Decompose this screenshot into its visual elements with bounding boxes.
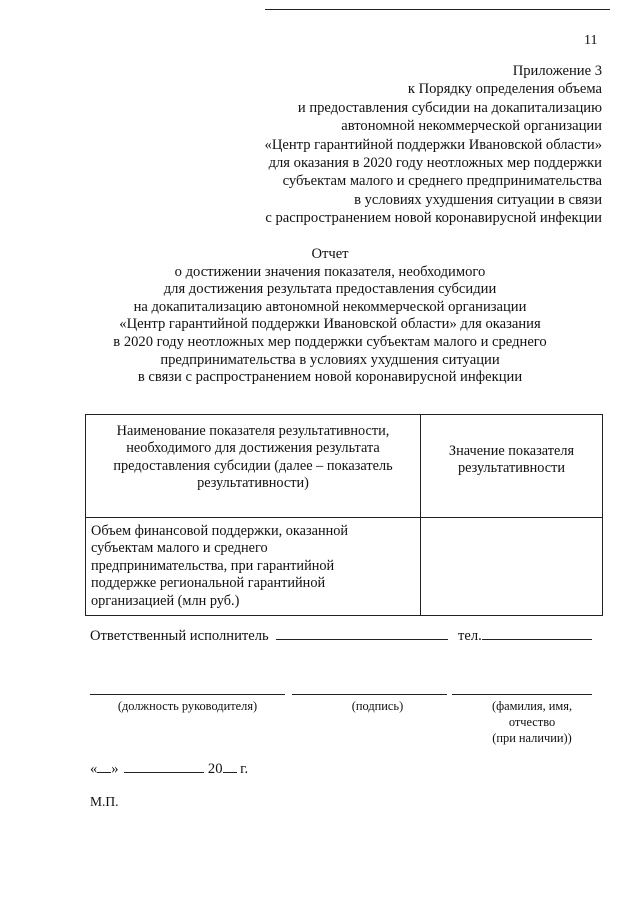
executor-label: Ответственный исполнитель — [90, 628, 269, 644]
report-line: «Центр гарантийной поддержки Ивановской области» для оказания — [119, 316, 541, 333]
report-line: предпринимательства в условиях ухудшения ситуации — [160, 351, 500, 368]
executor-name-blank — [276, 627, 448, 640]
report-line: для достижения результата предоставления субсидии — [163, 281, 497, 298]
name-caption-line: (при наличии)) — [492, 731, 572, 745]
report-line: на докапитализацию автономной некоммерческой организации — [133, 298, 527, 315]
signature-line — [292, 694, 447, 695]
appendix-line: субъектам малого и среднего предпринимательства — [282, 173, 602, 190]
name-caption — [458, 698, 606, 746]
report-heading — [60, 246, 600, 387]
appendix-line: и предоставления субсидии на докапитализацию — [297, 99, 602, 116]
appendix-line: с распространением новой коронавирусной инфекции — [265, 210, 602, 227]
name-signature-line — [452, 694, 592, 695]
header-indicator-value — [421, 415, 603, 518]
report-title: Отчет — [311, 246, 349, 262]
header-line: необходимого для достижения результата — [126, 440, 380, 457]
indicator-name-cell — [86, 518, 421, 616]
appendix-line: «Центр гарантийной поддержки Ивановской области» — [264, 136, 602, 153]
appendix-line: в условиях ухудшения ситуации в связи — [354, 191, 602, 208]
header-line: результативности — [457, 460, 566, 477]
report-line: в связи с распространением новой коронавирусной инфекции — [137, 369, 523, 386]
name-caption-line: (фамилия, имя, — [491, 699, 573, 713]
phone-blank — [482, 627, 592, 640]
appendix-line: автономной некоммерческой организации — [341, 118, 602, 135]
year-blank — [223, 760, 237, 773]
cell-line: субъектам малого и среднего — [91, 540, 268, 557]
header-line: Наименование показателя результативности, — [116, 423, 390, 439]
month-blank — [124, 760, 204, 773]
name-caption-line: отчество — [508, 715, 556, 729]
appendix-block — [182, 62, 602, 228]
report-line: о достижении значения показателя, необходимого — [174, 263, 486, 280]
cell-line: Объем финансовой поддержки, оказанной — [91, 523, 349, 539]
top-rule — [265, 9, 610, 10]
year-suffix: г. — [240, 761, 249, 777]
indicator-table — [85, 414, 603, 616]
indicator-value-cell — [421, 518, 603, 616]
header-line: результативности) — [197, 475, 309, 492]
cell-line: поддержке региональной гарантийной — [91, 575, 326, 592]
executor-row — [90, 627, 592, 645]
cell-line: предпринимательства, при гарантийной — [91, 557, 335, 574]
table-header-row — [86, 415, 603, 518]
header-line: Значение показателя — [448, 443, 575, 459]
phone-label: тел. — [458, 628, 482, 644]
position-signature-line — [90, 694, 285, 695]
table-row — [86, 518, 603, 616]
position-caption: (должность руководителя) — [117, 699, 258, 713]
page-number: 11 — [584, 33, 598, 48]
date-open-quote: « — [90, 761, 98, 777]
date-row — [90, 760, 248, 778]
appendix-line: для оказания в 2020 году неотложных мер поддержки — [268, 155, 602, 172]
day-blank — [97, 760, 111, 773]
signature-caption: (подпись) — [351, 699, 404, 713]
stamp-placeholder: М.П. — [90, 794, 119, 809]
cell-line: организацией (млн руб.) — [91, 592, 240, 609]
header-indicator-name — [86, 415, 421, 518]
date-close-quote: » — [111, 761, 119, 777]
report-line: в 2020 году неотложных мер поддержки субъектам малого и среднего — [113, 333, 547, 350]
appendix-line: Приложение 3 — [512, 63, 602, 79]
appendix-line: к Порядку определения объема — [407, 81, 602, 98]
year-prefix: 20 — [207, 761, 223, 777]
header-line: предоставления субсидии (далее – показатель — [113, 457, 393, 474]
